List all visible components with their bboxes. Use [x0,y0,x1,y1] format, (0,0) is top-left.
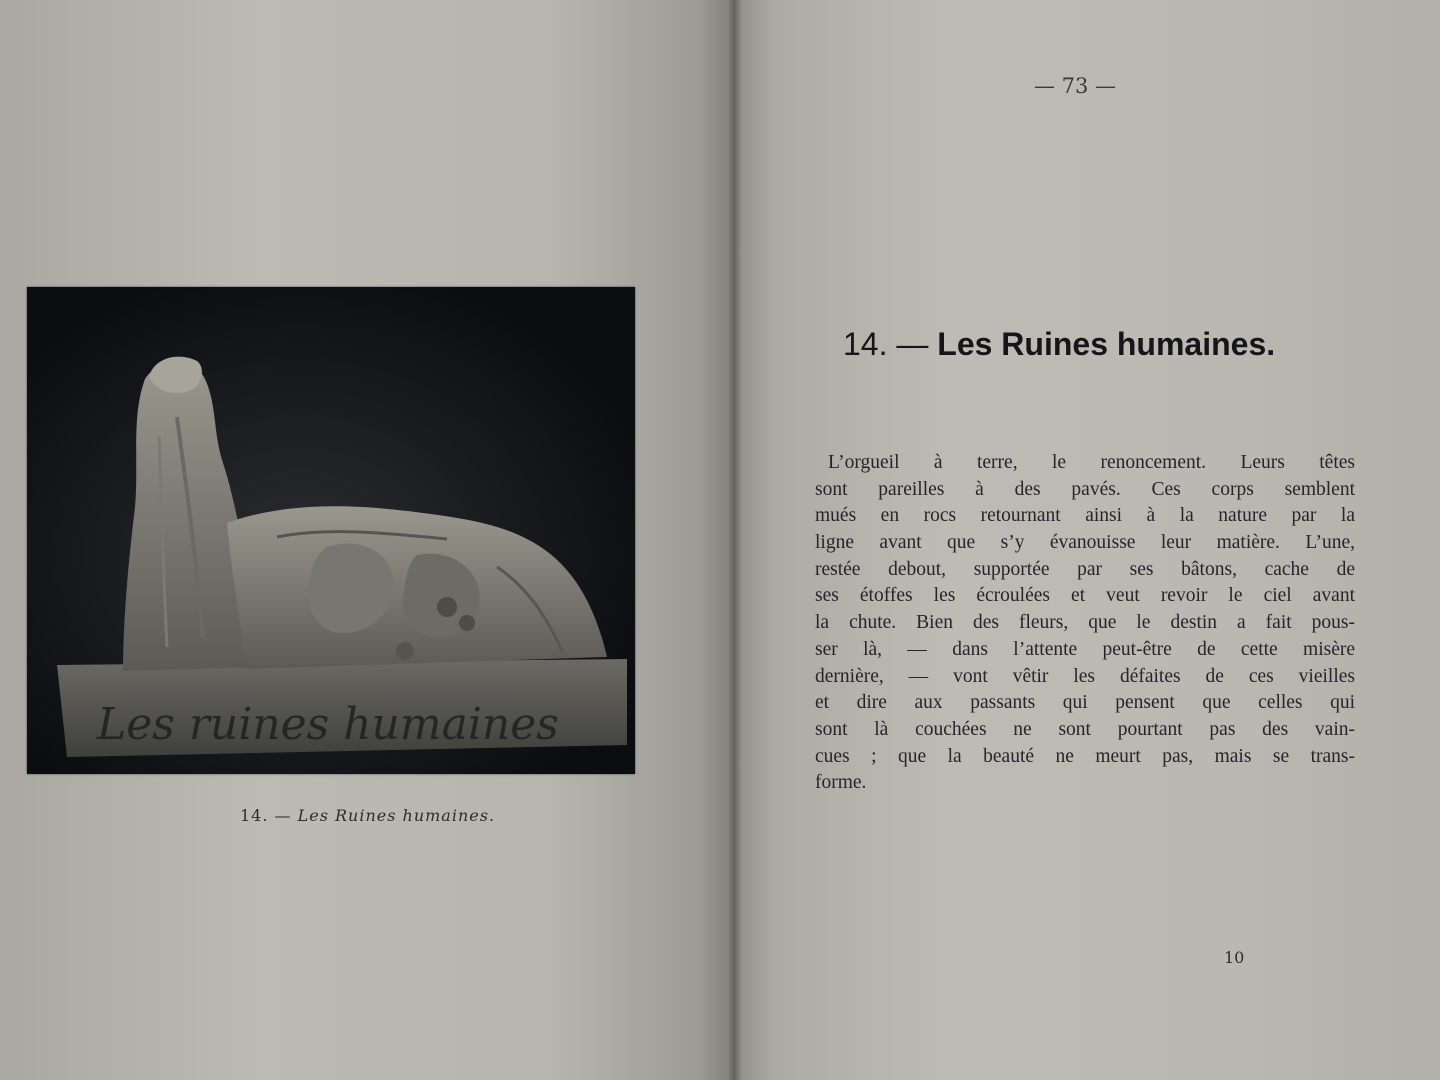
paragraph-line: restée debout, supportée par ses bâtons, cache de [815,558,1355,580]
sculpture-illustration [27,287,635,774]
page-number: — 73 — [1033,74,1117,98]
paragraph-line: sont pareilles à des pavés. Ces corps semblent [815,478,1355,500]
figure-caption [0,806,735,825]
figure-caption-title: Les Ruines humaines. [297,806,496,825]
paragraph-line: forme. [815,772,867,794]
chapter-name: Les Ruines humaines. [937,326,1276,362]
paragraph-line: mués en rocs retournant ainsi à la nature par la [815,505,1355,527]
paragraph-line: ser là, — dans l’attente peut-être de cette misère [815,638,1355,660]
book-gutter [728,0,742,1080]
chapter-title [843,326,1363,363]
paragraph-line: sont là couchées ne sont pourtant pas des vain- [815,718,1355,740]
paragraph-line: et dire aux passants qui pensent que celles qui [815,692,1355,714]
paragraph-line: cues ; que la beauté ne meurt pas, mais se trans- [815,745,1355,767]
paragraph-line: L’orgueil à terre, le renoncement. Leurs têtes [828,452,1355,473]
paragraph-line: dernière, — vont vêtir les défaites de ces vieilles [815,665,1355,687]
paragraph-line: ligne avant que s’y évanouisse leur matière. L’une, [815,532,1355,554]
chapter-paragraph [815,450,1355,797]
sculpture-inscription: Les ruines humaines [97,699,559,750]
paragraph-line: la chute. Bien des fleurs, que le destin a fait pous- [815,612,1355,634]
sculpture-photograph [27,287,635,774]
chapter-number: 14. — [843,326,929,362]
figure-caption-number: 14. — [239,806,292,825]
signature-mark: 10 [1224,948,1245,967]
paragraph-line: ses étoffes les écroulées et veut revoir le ciel avant [815,585,1355,607]
